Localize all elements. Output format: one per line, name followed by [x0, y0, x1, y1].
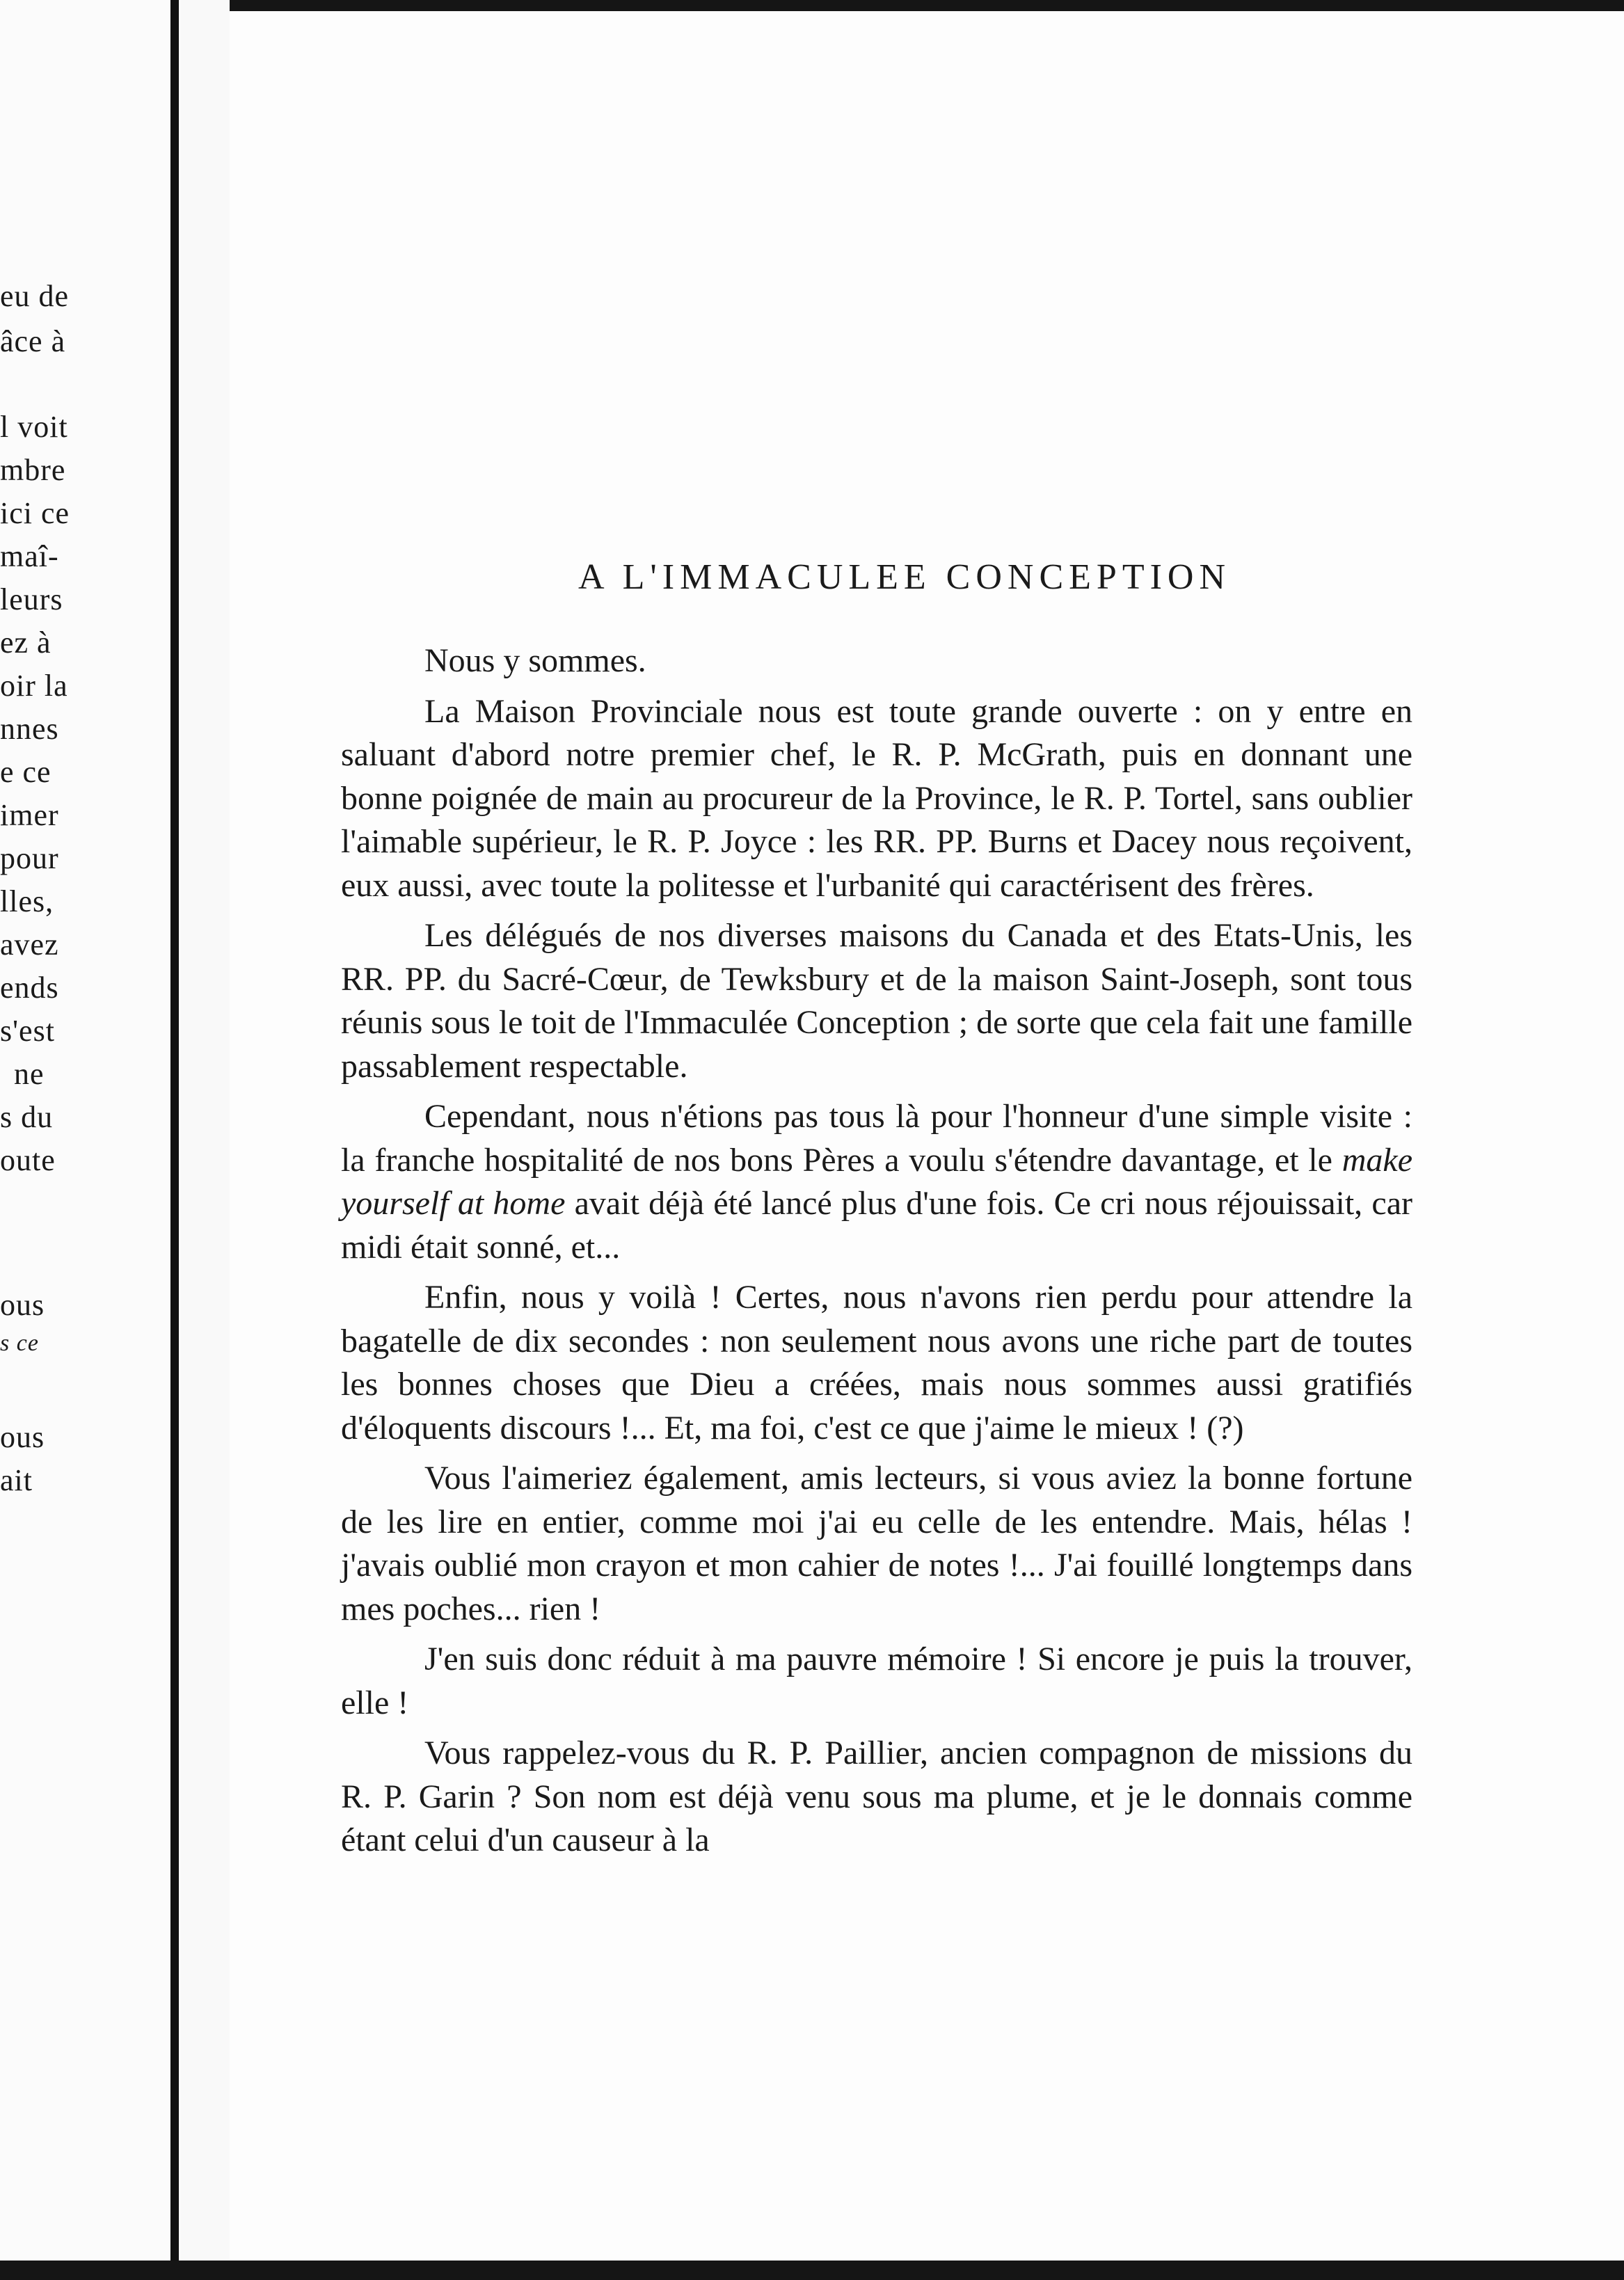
- facing-page-line: oute: [0, 1143, 56, 1177]
- facing-page-line: eu de: [0, 279, 70, 313]
- facing-page-line: ous: [0, 1288, 45, 1322]
- facing-page-line: ne: [14, 1057, 45, 1091]
- paragraph: [341, 1095, 1412, 1269]
- facing-page-line: ous: [0, 1420, 45, 1454]
- facing-page-line: avez: [0, 927, 59, 962]
- facing-page-line: lles,: [0, 884, 54, 918]
- paragraph: Nous y sommes.: [424, 642, 646, 679]
- paragraph: Enfin, nous y voilà ! Certes, nous n'avons rien perdu pour attendre la bagatelle de dix secondes : non seulement nous avons une riche part de toutes les bonnes choses que Dieu a créées, mais nous sommes aussi gratifiés d'éloquents discours !... Et, ma foi, c'est ce que j'aime le mieux ! (?): [341, 1279, 1412, 1446]
- facing-page-line: âce à: [0, 324, 66, 358]
- article: [341, 557, 1412, 1870]
- article-title: A L'IMMACULEE CONCEPTION: [578, 557, 1232, 597]
- facing-page-line: ait: [0, 1463, 33, 1497]
- facing-page-line: oir la: [0, 669, 68, 703]
- scan-border-bottom: [0, 2261, 1624, 2280]
- paragraph-text: avait déjà été lancé plus d'une fois. Ce cri nous réjouissait, car midi était sonné, et...: [341, 1185, 1413, 1266]
- facing-page: [0, 0, 181, 2280]
- facing-page-line: s'est: [0, 1014, 55, 1048]
- scan-border-top: [230, 0, 1624, 11]
- facing-page-line: l voit: [0, 410, 68, 444]
- facing-page-line: pour: [0, 841, 59, 875]
- paragraph-text: Cependant, nous n'étions pas tous là pour l'honneur d'une simple visite : la franche hospitalité de nos bons Pères a voulu s'étendre davantage, et le: [341, 1098, 1412, 1179]
- facing-page-line: nnes: [0, 712, 59, 746]
- paragraph: La Maison Provinciale nous est toute grande ouverte : on y entre en saluant d'abord notre premier chef, le R. P. McGrath, puis en donnant une bonne poignée de main au procureur de la Province, le R. P. Tortel, sans oublier l'aimable supérieur, le R. P. Joyce : les RR. PP. Burns et Dacey nous reçoivent, eux aussi, avec toute la politesse et l'urbanité qui caractérisent des frères.: [341, 692, 1412, 904]
- facing-page-line: s ce: [0, 1330, 39, 1356]
- facing-page-line: mbre: [0, 453, 66, 487]
- facing-page-line: e ce: [0, 755, 51, 789]
- paragraph: Vous l'aimeriez également, amis lecteurs, si vous aviez la bonne fortune de les lire en entier, comme moi j'ai eu celle de les entendre. Mais, hélas ! j'avais oublié mon crayon et mon cahier de notes !... J'ai fouillé longtemps dans mes poches... rien !: [341, 1460, 1412, 1627]
- facing-page-line: ez à: [0, 625, 51, 660]
- facing-page-line: ici ce: [0, 496, 70, 530]
- paragraph: Les délégués de nos diverses maisons du Canada et des Etats-Unis, les RR. PP. du Sacré-Cœur, de Tewksbury et de la maison Saint-Joseph, sont tous réunis sous le toit de l'Immaculée Conception ; de sorte que cela fait une famille passablement respectable.: [341, 917, 1412, 1085]
- italic-phrase: make yourself at home: [341, 1141, 1412, 1222]
- facing-page-line: leurs: [0, 582, 63, 616]
- binding-edge: [170, 0, 179, 2280]
- facing-page-line: imer: [0, 798, 59, 832]
- facing-page-line: ends: [0, 971, 59, 1005]
- paragraph: Vous rappelez-vous du R. P. Paillier, ancien compagnon de missions du R. P. Garin ? Son nom est déjà venu sous ma plume, et je le donnais comme étant celui d'un causeur à la: [341, 1735, 1412, 1858]
- facing-page-line: maî-: [0, 539, 59, 573]
- gutter: [181, 0, 230, 2280]
- facing-page-line: s du: [0, 1100, 54, 1134]
- paragraph: J'en suis donc réduit à ma pauvre mémoire ! Si encore je puis la trouver, elle !: [341, 1641, 1412, 1721]
